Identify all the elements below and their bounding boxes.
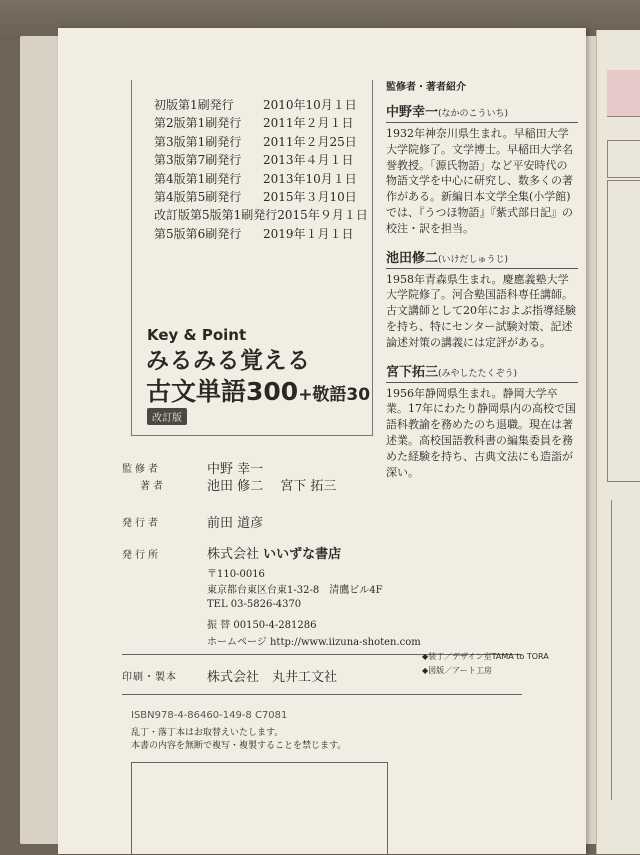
divider <box>122 694 522 695</box>
supervisor-role: 監修者 <box>122 464 161 475</box>
publisher-name: いいずな書店 <box>263 547 342 562</box>
printer-role: 印刷・製本 <box>122 672 177 683</box>
revised-edition-badge: 改訂版 <box>147 408 187 425</box>
author-profile <box>386 361 578 481</box>
notice-line: 乱丁・落丁本はお取替えいたします。 <box>131 728 284 738</box>
author-name-text: 池田修二 <box>386 250 439 266</box>
author-profile <box>386 101 578 237</box>
notice-line: 本書の内容を無断で複写・複製することを禁じます。 <box>131 741 347 751</box>
author-name-reading: (みやしたたくぞう) <box>438 368 518 379</box>
author-name-text: 宮下拓三 <box>386 364 439 380</box>
facing-page-header-band <box>607 70 640 116</box>
edition-label: 第5版第6刷発行 <box>154 226 242 241</box>
author-names: 池田 修二 宮下 拓三 <box>207 479 337 494</box>
author-bio: 1932年神奈川県生まれ。早稲田大学大学院修了。文学博士。早稲田大学名誉教授。「源氏物語」など平安時代の物語文学を中心に研究し、数多くの著作がある。新編日本文学全集(小学館)では、『うつほ物語』『紫式部日記』の校注・訳を担当。 <box>386 127 573 235</box>
book-title-main: 古文単語300 <box>146 377 299 406</box>
author-profile <box>386 247 578 351</box>
author-name <box>386 247 578 266</box>
edition-date: 2015年３月10日 <box>263 190 357 205</box>
publisher-prefix: 株式会社 <box>207 547 260 562</box>
author-name <box>386 101 578 120</box>
design-credits <box>422 650 549 678</box>
publisher <box>207 543 341 562</box>
supervisor-name: 中野 幸一 <box>207 462 264 477</box>
edition-date: 2011年２月１日 <box>263 116 354 131</box>
facing-page-box <box>607 180 640 482</box>
edition-row <box>154 206 368 224</box>
divider <box>386 122 578 123</box>
author-bio: 1958年青森県生まれ。慶應義塾大学大学院修了。河合塾国語科専任講師。古文講師として20年におよぶ指導経験を持ち、特にセンター試験対策、記述論述対策の講義には定評がある。 <box>386 272 576 349</box>
address: 東京都台東区台東1-32-8 清鷹ビル4F <box>207 585 383 596</box>
edition-date: 2013年10月１日 <box>263 171 357 186</box>
issuer-name: 前田 道彦 <box>207 516 264 531</box>
book-title-line2 <box>146 372 370 408</box>
edition-label: 初版第1刷発行 <box>154 98 234 112</box>
author-section-heading: 監修者・著者紹介 <box>386 82 466 93</box>
edition-date: 2010年10月１日 <box>263 98 357 112</box>
edition-label: 第3版第1刷発行 <box>154 134 242 149</box>
facing-page <box>596 30 640 854</box>
edition-date: 2011年２月25日 <box>263 134 357 149</box>
divider <box>386 268 578 269</box>
edition-row <box>154 225 359 243</box>
divider <box>386 382 578 383</box>
printer-name: 株式会社 丸井工文社 <box>207 670 338 685</box>
book-title-line1: みるみる覚える <box>146 348 311 374</box>
series-name: Key & Point <box>147 326 247 344</box>
edition-label: 改訂版第5版第1刷発行 <box>154 208 278 223</box>
edition-row <box>154 133 359 151</box>
book-title-sub: +敬語30 <box>298 385 371 405</box>
facing-page-rule <box>611 500 640 800</box>
isbn: ISBN978-4-86460-149-8 C7081 <box>131 710 288 721</box>
copyright-notice <box>131 727 346 753</box>
postal-code: 〒110-0016 <box>207 569 265 580</box>
postal-transfer-account: 振 替 00150-4-281286 <box>207 620 317 631</box>
credit-illustration: ◆図版／アート工房 <box>422 666 492 675</box>
edition-label: 第2版第1刷発行 <box>154 116 242 131</box>
edition-row <box>154 170 359 188</box>
author-bio: 1956年静岡県生まれ。静岡大学卒業。17年にわたり静岡県内の高校で国語科教諭を務めたのち退職。現在は著述業。高校国語教科書の編集委員を務めた経験を持ち、古典文法にも造詣が深い。 <box>386 386 576 479</box>
edition-row <box>154 96 359 114</box>
credit-design: ◆装丁／デザイン室TAMA to TORA <box>422 652 549 661</box>
edition-list <box>154 96 368 243</box>
edition-row <box>154 114 359 132</box>
edition-row <box>154 151 359 169</box>
author-profiles <box>386 78 578 490</box>
author-name-text: 中野幸一 <box>386 105 439 120</box>
facing-page-box <box>607 140 640 178</box>
telephone: TEL 03-5826-4370 <box>207 599 302 610</box>
edition-label: 第3版第7刷発行 <box>154 153 242 168</box>
edition-date: 2015年９月１日 <box>277 208 368 223</box>
author-name-reading: (なかのこういち) <box>438 109 509 119</box>
blank-box <box>131 762 388 855</box>
homepage-link: ホームページ http://www.iizuna-shoten.com <box>207 637 421 648</box>
edition-label: 第4版第5刷発行 <box>154 190 242 205</box>
publisher-role: 発行所 <box>122 550 161 561</box>
author-name-reading: (いけだしゅうじ) <box>438 254 509 265</box>
edition-date: 2019年１月１日 <box>263 226 354 241</box>
author-name <box>386 361 578 380</box>
author-role: 著者 <box>140 481 166 492</box>
edition-row <box>154 188 359 206</box>
issuer-role: 発行者 <box>122 518 161 529</box>
edition-date: 2013年４月１日 <box>263 153 354 168</box>
edition-label: 第4版第1刷発行 <box>154 171 242 186</box>
facing-page-rule <box>607 116 640 117</box>
